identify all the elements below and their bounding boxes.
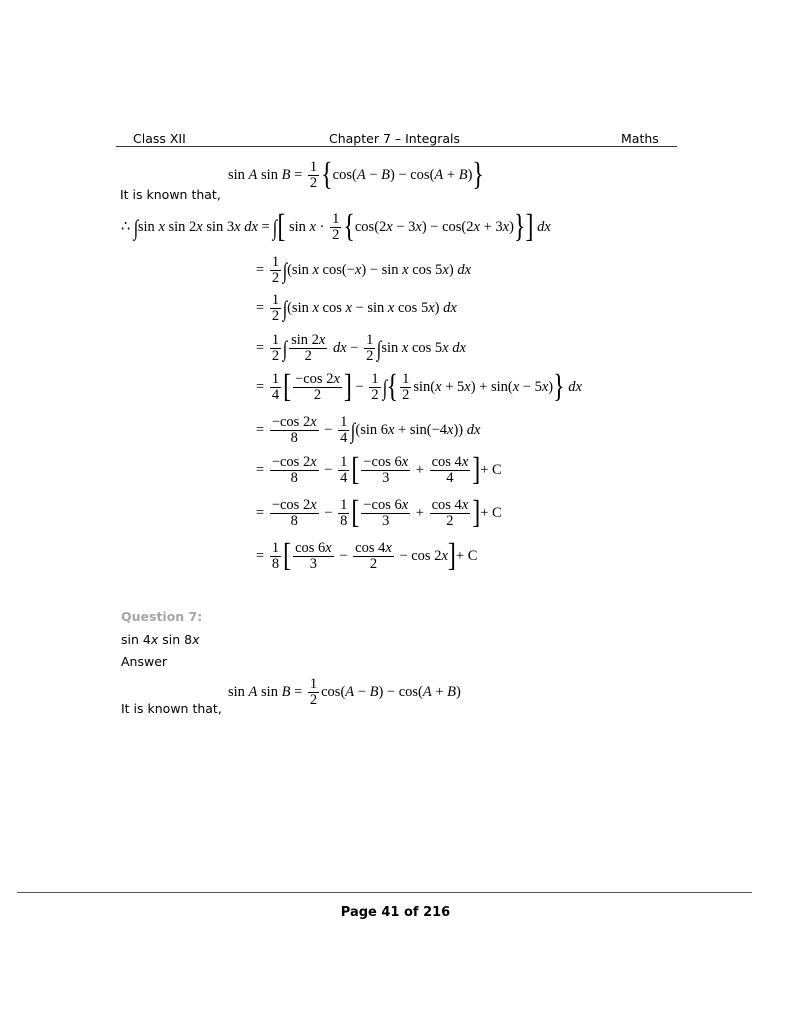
derivation-line-6: = $\frac{-\cos 2x}{8}$ − $\frac{1}{4}$ ∫(sin 6x + sin(−4x)) dx [256,414,481,446]
known-label: It is known that, [121,701,222,716]
derivation-line-9: = $\frac{1}{8}$ [ $\frac{\cos 6x}{3}$ − $\frac{\cos 4x}{2}$ − cos 2x]+ C [256,538,478,574]
header-chapter: Chapter 7 – Integrals [329,131,461,146]
footer-divider [17,892,752,893]
answer-label: Answer [121,654,168,669]
header-class: Class XII [133,131,186,146]
identity-formula-2: sin A sin B = $\frac{1}{2}$ cos(A − B) − cos(A + B) [228,676,461,708]
question-text: sin 4x sin 8x [121,632,200,647]
derivation-line-1: ∴ ∫sin x sin 2x sin 3x dx = ∫[ sin x · $\frac{1}{2}$ {cos(2x − 3x) − cos(2x + 3x)}] dx [121,209,551,245]
header-divider [116,146,677,147]
derivation-line-4: = $\frac{1}{2}$ ∫ $\frac{\sin 2x}{2}$ dx − $\frac{1}{2}$ ∫sin x cos 5x dx [256,332,466,364]
derivation-line-8: = $\frac{-\cos 2x}{8}$ − $\frac{1}{8}$ [ $\frac{-\cos 6x}{3}$ + $\frac{\cos 4x}{2}$ ]+ C [256,495,502,531]
page-number: Page 41 of 216 [340,905,451,920]
intro-label: It is known that, [120,187,221,202]
question-label: Question 7: [121,609,203,624]
header-subject: Maths [621,131,659,146]
derivation-line-2: = $\frac{1}{2}$ ∫(sin x cos(−x) − sin x cos 5x) dx [256,254,471,286]
derivation-line-5: = $\frac{1}{4}$ [ $\frac{-\cos 2x}{2}$ ] − $\frac{1}{2}$ ∫{ $\frac{1}{2}$ sin(x + 5x) + sin(x − 5x)} dx [256,369,582,405]
derivation-line-7: = $\frac{-\cos 2x}{8}$ − $\frac{1}{4}$ [ $\frac{-\cos 6x}{3}$ + $\frac{\cos 4x}{4}$ ]+ C [256,452,502,488]
derivation-line-3: = $\frac{1}{2}$ ∫(sin x cos x − sin x cos 5x) dx [256,292,457,324]
identity-formula: sin A sin B = $\frac{1}{2}$ {cos(A − B) − cos(A + B)} [228,157,484,193]
